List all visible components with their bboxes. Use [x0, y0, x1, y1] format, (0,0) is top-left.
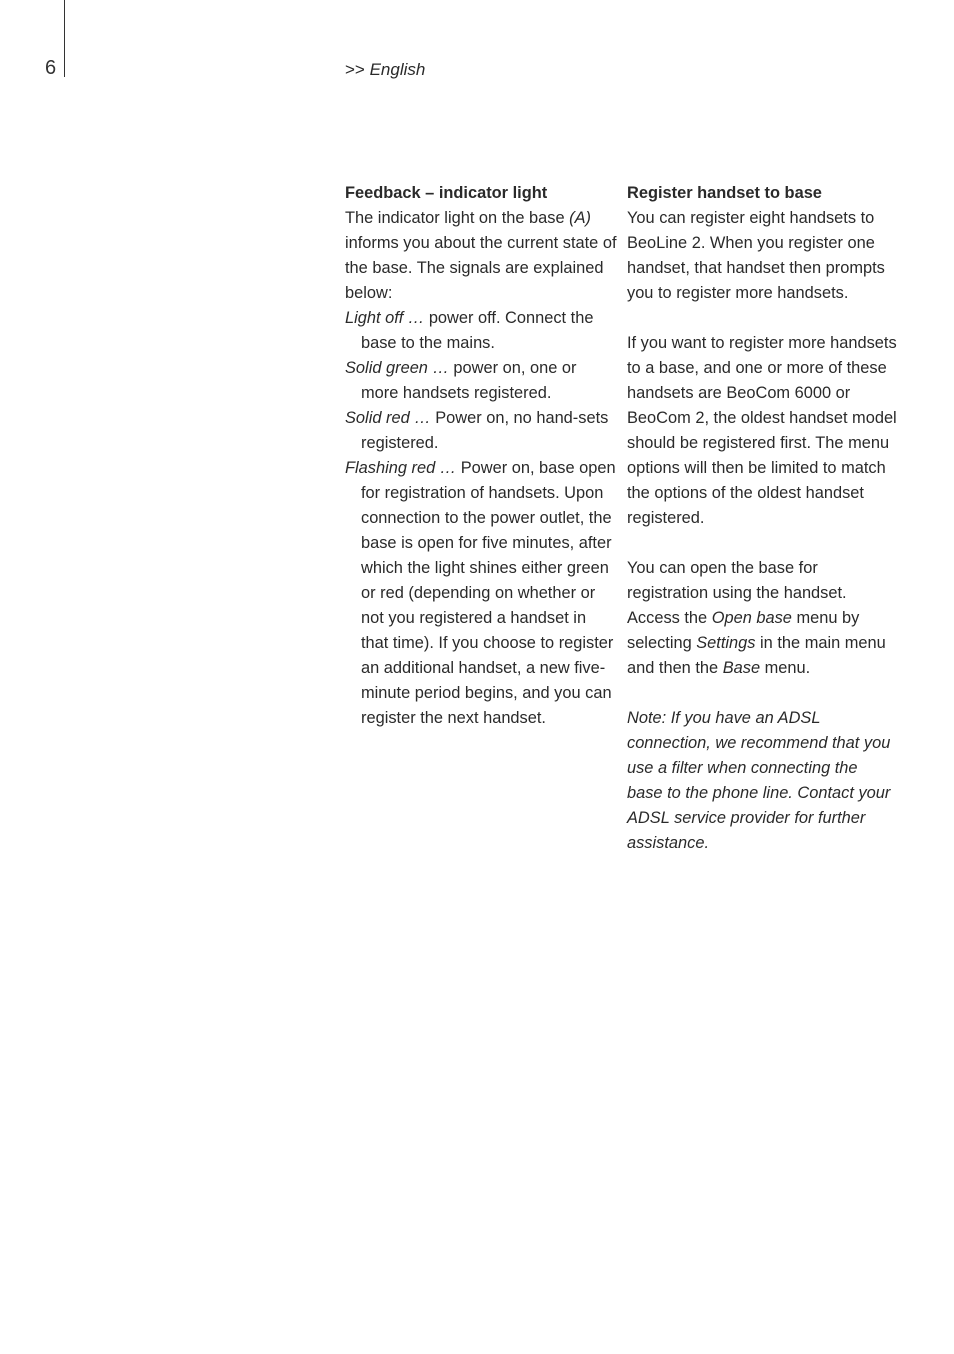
register-heading: Register handset to base — [627, 184, 822, 202]
adsl-note: Note: If you have an ADSL connection, we recommend that you use a filter when connecting the base to the phone line. Contact your ADSL service provider for further assistance. — [627, 709, 891, 852]
register-para-1: You can register eight handsets to BeoLine 2. When you register one handset, that handset then prompts you to register more handsets. — [627, 209, 885, 302]
signal-desc: Power on, base open for registration of handsets. Upon connection to the power outlet, the base is open for five minutes, after which the light shines either green or red (depending on whether or not you registered a handset in that time). If you choose to register an additional handset, a new five-minute period begins, and you can register the next handset. — [361, 459, 616, 727]
page-number: 6 — [45, 57, 57, 79]
signal-desc: power off. Connect the base to the mains. — [361, 309, 594, 352]
intro-ref: (A) — [569, 209, 592, 227]
register-para-2: If you want to register more handsets to a base, and one or more of these handsets are BeoCom 6000 or BeoCom 2, the oldest handset model should be registered first. The menu options will then be limited to match the options of the oldest handset registered. — [627, 334, 897, 527]
paragraph-spacer — [627, 531, 897, 556]
para3-text-a: You can open the base for registration using the handset. Access the — [627, 559, 847, 627]
settings-menu-name: Settings — [696, 634, 756, 652]
para3-text-g: menu. — [760, 659, 811, 677]
para3-text-e: in the main menu and then the — [627, 634, 886, 677]
signal-term: Flashing red … — [345, 459, 457, 477]
feedback-intro — [345, 206, 617, 306]
signal-item — [345, 306, 617, 356]
margin-rule — [64, 0, 65, 77]
signal-term: Light off … — [345, 309, 425, 327]
open-base-menu-name: Open base — [711, 609, 792, 627]
language-prefix: >> — [345, 60, 365, 79]
intro-text-2: informs you about the current state of the base. The signals are explained below: — [345, 234, 617, 302]
register-para-3 — [627, 556, 897, 681]
base-menu-name: Base — [722, 659, 761, 677]
signal-desc: power on, one or more handsets registered. — [361, 359, 577, 402]
left-column — [345, 181, 617, 731]
language-name: English — [369, 60, 426, 79]
paragraph-spacer — [627, 306, 897, 331]
signal-term: Solid green … — [345, 359, 449, 377]
intro-text-1: The indicator light on the base — [345, 209, 570, 227]
signal-item — [345, 406, 617, 456]
right-column — [627, 181, 897, 856]
signal-desc: Power on, no hand-sets registered. — [361, 409, 609, 452]
signal-term: Solid red … — [345, 409, 431, 427]
para3-text-c: menu by selecting — [627, 609, 860, 652]
feedback-heading: Feedback – indicator light — [345, 184, 548, 202]
paragraph-spacer — [627, 681, 897, 706]
signal-item — [345, 456, 617, 731]
signal-item — [345, 356, 617, 406]
language-label — [345, 59, 425, 81]
